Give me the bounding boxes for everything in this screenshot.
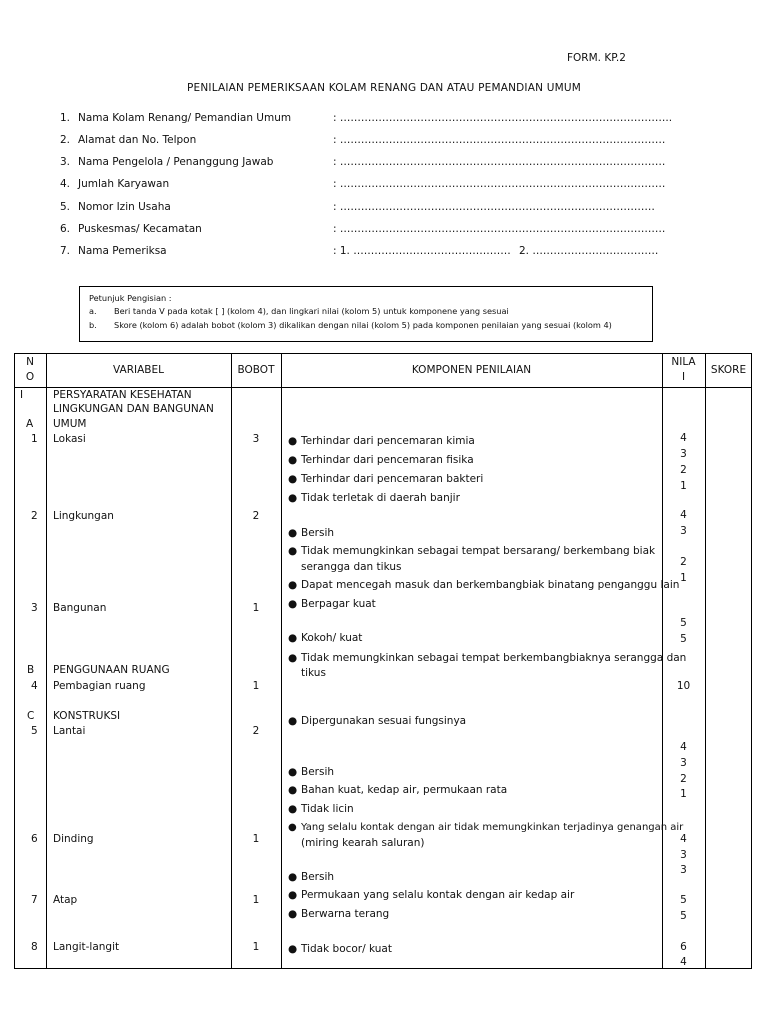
nilai-value[interactable]: 1 — [680, 480, 687, 492]
nilai-value[interactable]: 5 — [680, 617, 687, 629]
component-item-continued — [288, 561, 401, 573]
nilai-value[interactable]: 4 — [680, 432, 687, 444]
bullet-icon: ● — [288, 652, 298, 664]
field-value-inspector-2[interactable]: 2. ……………………………… — [519, 245, 659, 257]
bullet-icon: ● — [288, 473, 298, 485]
component-text: Dipergunakan sesuai fungsinya — [301, 715, 467, 727]
component-item[interactable] — [288, 545, 655, 557]
component-item[interactable] — [288, 943, 392, 955]
component-text: Berpagar kuat — [301, 598, 376, 610]
field-value-pool-name[interactable]: : ………………………………………………………………………………….. — [333, 112, 673, 124]
bobot-cell: 3 — [252, 433, 260, 445]
column-divider — [281, 353, 282, 969]
component-text: serangga dan tikus — [301, 561, 402, 573]
component-text: Kokoh/ kuat — [301, 632, 363, 644]
instruction-text: Beri tanda V pada kotak [ ] (kolom 4), dan lingkari nilai (kolom 5) untuk komponene yang sesuai — [114, 306, 509, 316]
nilai-value[interactable]: 2 — [680, 773, 687, 785]
nilai-value[interactable]: 5 — [680, 894, 687, 906]
field-number: 2. — [59, 134, 70, 146]
component-item[interactable] — [288, 598, 376, 610]
field-value-puskesmas[interactable]: : ………………………………………………………………………………… — [333, 223, 666, 235]
variabel-cell: Lokasi — [53, 433, 86, 445]
bullet-icon: ● — [288, 766, 298, 778]
component-item[interactable] — [288, 784, 507, 796]
header-bobot: BOBOT — [237, 364, 275, 376]
field-number: 6. — [59, 223, 70, 235]
component-item[interactable] — [288, 579, 679, 591]
bullet-icon: ● — [288, 632, 298, 644]
header-skore: SKORE — [710, 364, 747, 376]
instructions-box — [79, 286, 653, 342]
component-text: Tidak bocor/ kuat — [301, 943, 392, 955]
column-divider — [46, 353, 47, 969]
component-text: Berwarna terang — [301, 908, 390, 920]
component-item[interactable] — [288, 454, 474, 466]
field-value-manager[interactable]: : ………………………………………………………………………………… — [333, 156, 666, 168]
nilai-value[interactable]: 5 — [680, 633, 687, 645]
variabel-cell: Lingkungan — [53, 510, 114, 522]
header-komponen: KOMPONEN PENILAIAN — [411, 364, 532, 376]
bullet-icon: ● — [288, 908, 298, 920]
column-divider — [705, 353, 706, 969]
row-number: 2 — [31, 510, 38, 522]
component-text: Bahan kuat, kedap air, permukaan rata — [301, 784, 508, 796]
instruction-marker: a. — [89, 306, 97, 316]
field-label-inspector: Nama Pemeriksa — [78, 245, 167, 257]
bullet-icon: ● — [288, 492, 298, 504]
nilai-value[interactable]: 4 — [680, 741, 687, 753]
bullet-icon: ● — [288, 598, 298, 610]
bullet-icon: ● — [288, 943, 298, 955]
bullet-icon: ● — [288, 715, 298, 727]
component-text: Terhindar dari pencemaran kimia — [301, 435, 475, 447]
nilai-value[interactable]: 5 — [680, 910, 687, 922]
field-number: 1. — [59, 112, 70, 124]
bobot-cell: 1 — [252, 602, 260, 614]
component-item-continued — [288, 837, 424, 849]
variabel-cell: Pembagian ruang — [53, 680, 146, 692]
component-item[interactable] — [288, 715, 466, 727]
component-item[interactable] — [288, 527, 334, 539]
component-item[interactable] — [288, 632, 362, 644]
component-text: (miring kearah saluran) — [301, 837, 425, 849]
nilai-value[interactable]: 6 — [680, 941, 687, 953]
nilai-value[interactable]: 4 — [680, 833, 687, 845]
bobot-cell: 1 — [252, 833, 260, 845]
component-text: Dapat mencegah masuk dan berkembangbiak binatang penganggu lain — [301, 579, 680, 591]
component-text: Bersih — [301, 527, 335, 539]
component-text: tikus — [301, 667, 326, 679]
nilai-value[interactable]: 2 — [680, 464, 687, 476]
variabel-cell: Atap — [53, 894, 78, 906]
bullet-icon: ● — [288, 454, 298, 466]
component-text: Bersih — [301, 766, 335, 778]
header-no: N O — [25, 356, 35, 383]
component-text: Tidak licin — [301, 803, 354, 815]
variabel-cell: Lantai — [53, 725, 86, 737]
bullet-icon: ● — [288, 822, 297, 833]
field-value-address[interactable]: : ………………………………………………………………………………… — [333, 134, 666, 146]
instructions-heading: Petunjuk Pengisian : — [89, 293, 172, 303]
component-text: Permukaan yang selalu kontak dengan air kedap air — [301, 889, 575, 901]
bobot-cell: 1 — [252, 941, 260, 953]
component-item[interactable] — [288, 652, 686, 664]
field-number: 5. — [59, 201, 70, 213]
row-number: C — [27, 710, 35, 722]
field-label-manager: Nama Pengelola / Penanggung Jawab — [78, 156, 274, 168]
nilai-value[interactable]: 1 — [680, 572, 687, 584]
nilai-value[interactable]: 1 — [680, 788, 687, 800]
bullet-icon: ● — [288, 527, 298, 539]
row-number: 8 — [31, 941, 38, 953]
bullet-icon: ● — [288, 803, 298, 815]
field-label-puskesmas: Puskesmas/ Kecamatan — [78, 223, 202, 235]
component-item[interactable] — [288, 435, 475, 447]
row-number: 3 — [31, 602, 38, 614]
header-nilai: NILA I — [671, 356, 696, 383]
field-number: 4. — [59, 178, 70, 190]
row-number: I — [20, 389, 24, 401]
nilai-value[interactable]: 2 — [680, 556, 687, 568]
bullet-icon: ● — [288, 435, 298, 447]
nilai-value[interactable]: 3 — [680, 757, 687, 769]
component-item[interactable] — [288, 766, 334, 778]
component-text: Yang selalu kontak dengan air tidak memungkinkan terjadinya genangan air — [301, 822, 684, 833]
instruction-text: Skore (kolom 6) adalah bobot (kolom 3) dikalikan dengan nilai (kolom 5) pada komponen penilaian yang sesuai (kolom 4) — [114, 320, 612, 330]
component-item[interactable] — [288, 908, 389, 920]
nilai-value[interactable]: 4 — [680, 956, 687, 968]
variabel-cell: PERSYARATAN KESEHATAN — [53, 389, 192, 401]
field-value-inspector-1[interactable]: : 1. ……………………………………… — [333, 245, 511, 257]
nilai-value[interactable]: 3 — [680, 525, 687, 537]
variabel-cell: Bangunan — [53, 602, 107, 614]
component-item[interactable] — [288, 871, 334, 883]
variabel-cell: UMUM — [53, 418, 87, 430]
field-number: 7. — [59, 245, 70, 257]
bobot-cell: 2 — [252, 725, 260, 737]
component-text: Terhindar dari pencemaran fisika — [301, 454, 474, 466]
nilai-value[interactable]: 10 — [676, 680, 691, 692]
column-divider — [231, 353, 232, 969]
row-number: A — [26, 418, 34, 430]
component-item[interactable] — [288, 492, 460, 504]
field-value-employees[interactable]: : ………………………………………………………………………………… — [333, 178, 666, 190]
component-item-continued — [288, 667, 326, 679]
row-number: B — [27, 664, 35, 676]
row-number: 6 — [31, 833, 38, 845]
header-divider — [14, 387, 752, 388]
bullet-icon: ● — [288, 871, 298, 883]
variabel-cell: Langit-langit — [53, 941, 120, 953]
field-label-permit: Nomor Izin Usaha — [78, 201, 171, 213]
component-item[interactable] — [288, 889, 574, 901]
bullet-icon: ● — [288, 889, 298, 901]
document-title: PENILAIAN PEMERIKSAAN KOLAM RENANG DAN ATAU PEMANDIAN UMUM — [186, 82, 581, 94]
bullet-icon: ● — [288, 579, 298, 591]
row-number: 5 — [31, 725, 38, 737]
nilai-value[interactable]: 4 — [680, 509, 687, 521]
field-number: 3. — [59, 156, 70, 168]
variabel-cell: Dinding — [53, 833, 94, 845]
variabel-cell: LINGKUNGAN DAN BANGUNAN — [53, 403, 214, 415]
component-item[interactable] — [288, 822, 683, 833]
component-text: Tidak memungkinkan sebagai tempat bersarang/ berkembang biak — [301, 545, 656, 557]
field-label-pool-name: Nama Kolam Renang/ Pemandian Umum — [78, 112, 292, 124]
nilai-value[interactable]: 3 — [680, 448, 687, 460]
row-number: 1 — [31, 433, 38, 445]
field-label-address: Alamat dan No. Telpon — [78, 134, 197, 146]
bullet-icon: ● — [288, 545, 298, 557]
component-text: Tidak terletak di daerah banjir — [301, 492, 460, 504]
row-number: 7 — [31, 894, 38, 906]
variabel-cell: PENGGUNAAN RUANG — [53, 664, 170, 676]
bobot-cell: 1 — [252, 894, 260, 906]
component-text: Tidak memungkinkan sebagai tempat berkembangbiaknya serangga dan — [301, 652, 687, 664]
row-number: 4 — [31, 680, 38, 692]
variabel-cell: KONSTRUKSI — [53, 710, 121, 722]
field-value-permit[interactable]: : ……………………………………………………………………………… — [333, 201, 655, 213]
component-item[interactable] — [288, 473, 483, 485]
nilai-value[interactable]: 3 — [680, 849, 687, 861]
bullet-icon: ● — [288, 784, 298, 796]
form-code: FORM. KP.2 — [567, 52, 626, 64]
instruction-marker: b. — [89, 320, 97, 330]
component-text: Bersih — [301, 871, 335, 883]
bobot-cell: 1 — [252, 680, 260, 692]
component-text: Terhindar dari pencemaran bakteri — [301, 473, 484, 485]
nilai-value[interactable]: 3 — [680, 864, 687, 876]
bobot-cell: 2 — [252, 510, 260, 522]
component-item[interactable] — [288, 803, 354, 815]
header-variabel: VARIABEL — [113, 364, 164, 376]
field-label-employees: Jumlah Karyawan — [78, 178, 170, 190]
